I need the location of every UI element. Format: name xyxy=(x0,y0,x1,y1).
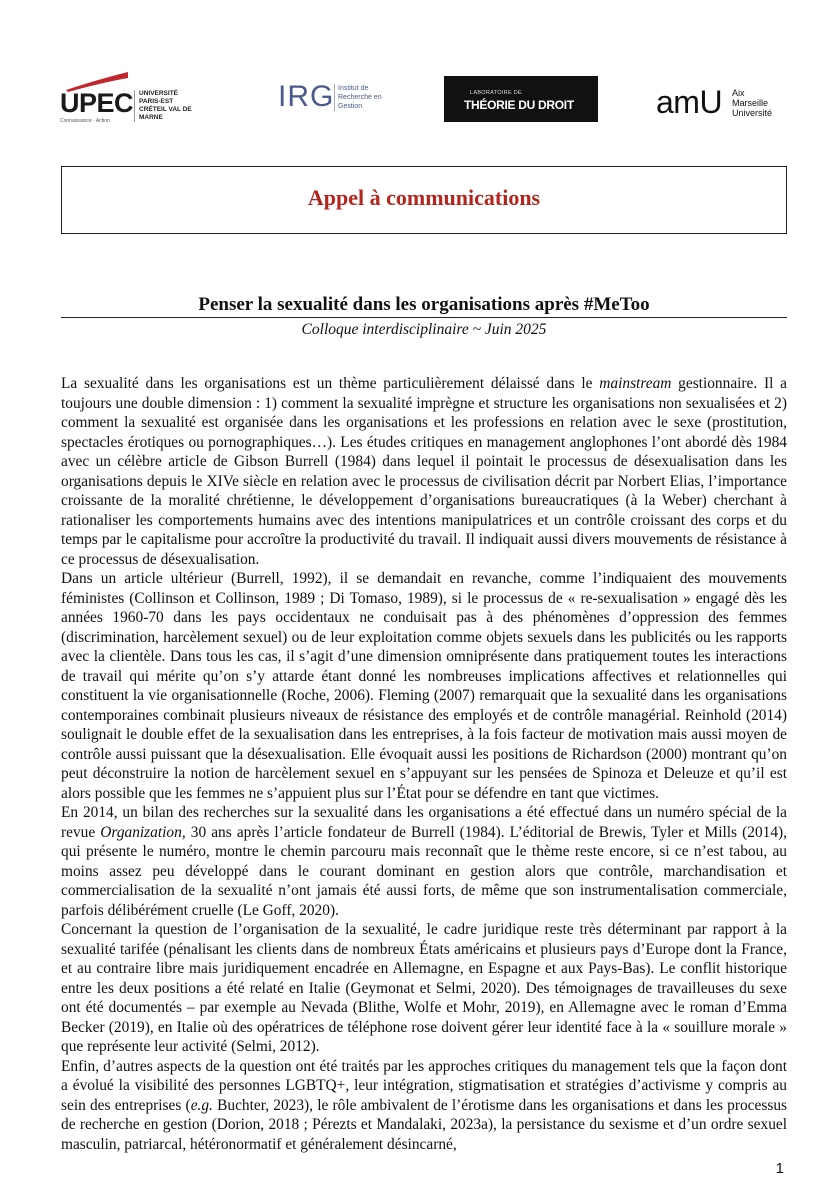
paragraph-1-before: La sexualité dans les organisations est un thème particulièrement délaissé dans le xyxy=(61,375,600,392)
paragraph-5-before: Enfin, d’autres aspects de la question ont été traités par les approches critiques du management tels que la façon dont a évolué la visibilité des personnes LGBTQ+, leur intégration, stigmatisation et stratégies d’activisme y compris au sein des entreprises ( xyxy=(61,1057,787,1114)
paragraph-1 xyxy=(61,374,787,569)
paragraph-3-em: Organization xyxy=(100,823,182,841)
paragraph-2 xyxy=(61,569,787,803)
paragraph-2-before: Dans un article ultérieur (Burrell, 1992), il se demandait en revanche, comme l’indiquaient des mouvements féministes (Collinson et Collinson, 1989 ; Di Tomaso, 1989), si le processus de « re-sexualisation » engagé dès les années 1960-70 dans les pays occidentaux ne conduisait pas à des phénomènes d’oppression des femmes (discrimination, harcèlement sexuel) ou de leur exploitation comme objets sexuels dans les publicités ou les rapports avec la clientèle. Dans tous les cas, il s’agit d’une dimension omniprésente dans pratiquement toutes les interactions de travail qui mérite qu’on s’y attarde étant donné les nombreuses implications affectives et relationnelles qui constituent la vie organisationnelle (Roche, 2006). Fleming (2007) remarquait que la sexualité dans les organisations contemporaines combinait plusieurs niveaux de résistance des employés et de contrôle managérial. Reinhold (2014) soulignait le double effet de la sexualisation dans les entreprises, à la fois facteur de motivation mais aussi moyen de contrôle aussi puissant que la désexualisation. Elle évoquait aussi les positions de Richardson (2000) montrant qu’on peut déconstruire la notion de harcèlement sexuel en s’appuyant sur les pensées de Spinoza et Deleuze et qu’il est alors possible que les femmes ne s’appuient plus sur l’État pour se défendre en tant que victimes. xyxy=(61,570,787,802)
amu-logo xyxy=(656,84,796,124)
paragraph-5-em: e.g. xyxy=(190,1096,213,1114)
title-divider xyxy=(61,317,787,318)
amu-line-2: Marseille xyxy=(732,98,769,108)
amu-line-3: Université xyxy=(732,108,773,118)
call-title-box xyxy=(61,166,787,234)
paragraph-1-em: mainstream xyxy=(599,375,672,392)
paragraph-3-before: En 2014, un bilan des recherches sur la sexualité dans les organisations a été effectué dans un numéro spécial de la revue xyxy=(61,804,787,841)
paragraph-5 xyxy=(61,1057,787,1155)
amu-wordmark: amU xyxy=(656,84,723,120)
paragraph-3-after: , 30 ans après l’article fondateur de Burrell (1984). L’éditorial de Brewis, Tyler et Mills (2014), qui présente le numéro, montre le chemin parcouru mais reconnaît que le thème reste encore, si ce n’est tabou, au moins assez peu développé dans le courant dominant en gestion alors que contrôle, marchandisation et commercialisation de la sexualité n’ont jamais été aussi forts, de même que son instrumentalisation commerciale, parfois délibérément cruelle (Le Goff, 2020). xyxy=(61,823,788,919)
theorie-du-droit-logo xyxy=(444,76,598,122)
paragraph-4-before: Concernant la question de l’organisation de la sexualité, le cadre juridique reste très déterminant par rapport à la sexualité tarifée (pénalisant les clients dans de nombreux États américains et plusieurs pays d’Europe dont la France, et au contraire libre mais juridiquement encadrée en Allemagne, en Espagne et aux Pays-Bas). Le conflit historique entre les deux positions a été relaté en Italie (Geymonat et Selmi, 2020). Des témoignages de travailleuses du sexe ont été documentés – par exemple au Nevada (Blithe, Wolfe et Mohr, 2019), en Allemagne avec le roman d’Emma Becker (2019), en Italie où des opératrices de téléphone rose doivent gérer leur identité face à la « souillure morale » que représente leur activité (Selmi, 2012). xyxy=(61,921,787,1055)
theorie-main-label: THÉORIE DU DROIT xyxy=(464,98,574,112)
theorie-small-label: LABORATOIRE DE xyxy=(470,90,522,96)
page-title: Penser la sexualité dans les organisations après #MeToo xyxy=(198,294,650,315)
paragraph-3 xyxy=(61,803,787,920)
page-subtitle: Colloque interdisciplinaire ~ Juin 2025 xyxy=(301,321,547,338)
upec-university-name: UNIVERSITÉ PARIS-EST CRÉTEIL VAL DE MARNE xyxy=(134,90,199,122)
body-text xyxy=(61,374,787,1154)
paragraph-5-after: Buchter, 2023), le rôle ambivalent de l’érotisme dans les organisations et dans les processus de recherche en gestion (Dorion, 2018 ; Pérezts et Mandalaki, 2023a), la persistance du sexisme et d’un ordre sexuel masculin, patriarcal, hétéronormatif et généralement désincarné, xyxy=(61,1096,787,1153)
page-number: 1 xyxy=(775,1160,784,1177)
logo-strip xyxy=(0,70,839,130)
irg-wordmark: IRG xyxy=(278,80,335,113)
upec-wordmark: UPEC xyxy=(60,88,134,118)
irg-logo xyxy=(278,76,398,126)
paragraph-4 xyxy=(61,920,787,1057)
amu-line-1: Aix xyxy=(732,88,745,98)
irg-institute-name: Institut de Recherche en Gestion xyxy=(334,84,398,111)
call-title: Appel à communications xyxy=(307,185,541,210)
paragraph-1-after: gestionnaire. Il a toujours une double dimension : 1) comment la sexualité imprègne et structure les organisations non sexualisées et 2) comment la sexualité est organisée dans les organisations et les professions en relation avec le sexe (prostitution, spectacles érotiques ou pornographiques…). Les études critiques en management anglophones l’ont abordé dès 1984 avec un célèbre article de Gibson Burrell (1984) dans lequel il pointait le processus de désexualisation dans les organisations depuis le XIVe siècle en relation avec le processus de civilisation décrit par Norbert Elias, l’importance croissante de la moralité chrétienne, le développement d’organisations bureaucratiques (à la Weber) cherchant à rationaliser les comportements humains avec des intentions manipulatrices et un contrôle croissant des corps et du temps par le capitalisme pour accroître la productivité du travail. Il indiquait aussi divers mouvements de résistance à ce processus de désexualisation. xyxy=(61,375,788,568)
upec-tagline: Connaissance · Action xyxy=(60,118,110,124)
amu-university-name xyxy=(732,88,772,118)
upec-logo xyxy=(60,70,190,126)
